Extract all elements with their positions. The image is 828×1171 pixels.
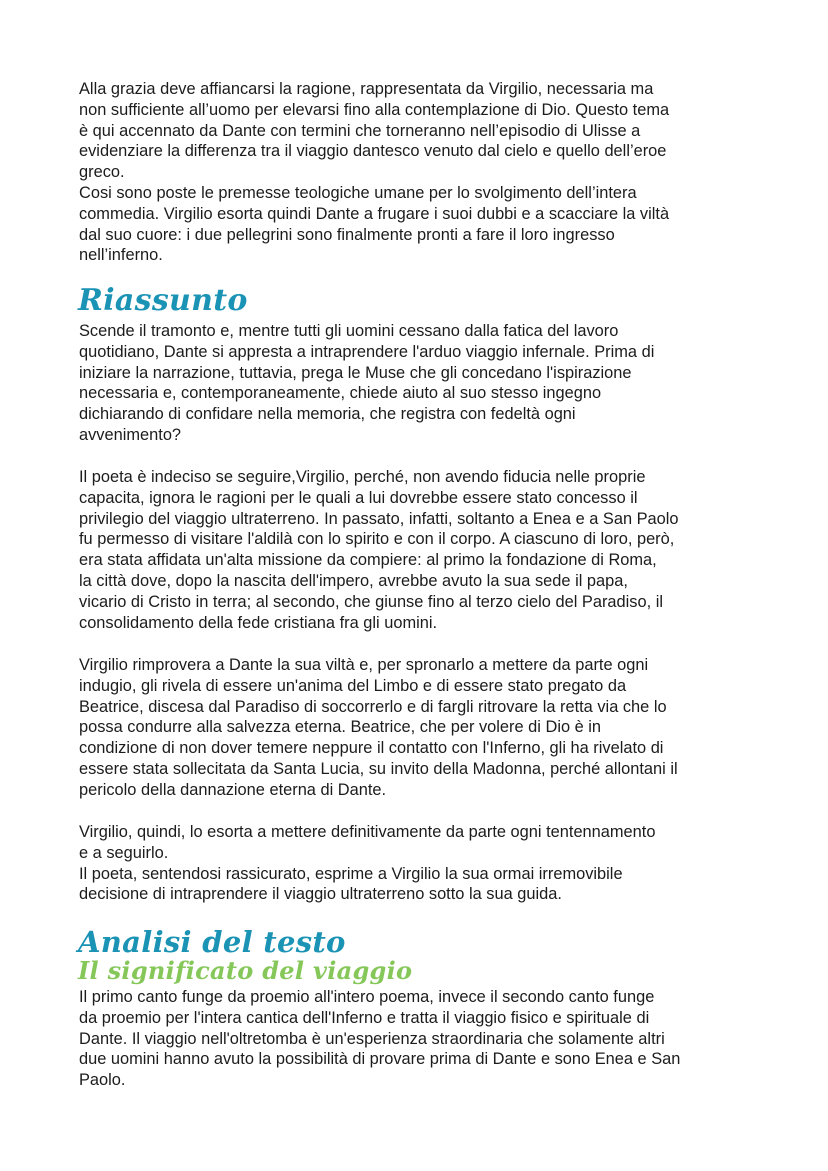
subheading-significato-del-viaggio: Il significato del viaggio (78, 956, 413, 985)
text-line: vicario di Cristo in terra; al secondo, che giunse fino al terzo cielo del Paradiso, il (79, 592, 663, 611)
text-line: è qui accennato da Dante con termini che torneranno nell’episodio di Ulisse a (79, 121, 641, 140)
text-line: avvenimento? (79, 425, 182, 444)
text-line: iniziare la narrazione, tuttavia, prega le Muse che gli concedano l'ispirazione (79, 363, 632, 382)
text-line: capacita, ignora le ragioni per le quali a lui dovrebbe essere stato concesso il (79, 488, 638, 507)
text-line: Il primo canto funge da proemio all'intero poema, invece il secondo canto funge (79, 988, 655, 1006)
text-line: Il poeta, sentendosi rassicurato, esprime a Virgilio la sua ormai irremovibile (79, 864, 623, 883)
text-line: commedia. Virgilio esorta quindi Dante a frugare i suoi dubbi e a scacciare la viltà (79, 204, 670, 223)
text-line: Cosi sono poste le premesse teologiche umane per lo svolgimento dell’intera (79, 183, 637, 202)
text-line: consolidamento della fede cristiana fra gli uomini. (79, 613, 438, 632)
text-line: quotidiano, Dante si appresta a intraprendere l'arduo viaggio infernale. Prima di (79, 342, 655, 361)
riassunto-paragraph-3 (79, 655, 759, 801)
analisi-paragraph (79, 987, 759, 1091)
text-line: nell’inferno. (79, 246, 163, 265)
heading-riassunto: Riassunto (78, 283, 248, 318)
text-line: fu permesso di visitare l'aldilà con lo spirito e con il corpo. A ciascuno di loro, però, (79, 530, 675, 549)
text-line: pericolo della dannazione eterna di Dante. (79, 780, 387, 799)
intro-paragraph (79, 79, 759, 266)
heading-analisi-del-testo: Analisi del testo (78, 925, 346, 959)
text-line: Beatrice, discesa dal Paradiso di soccorrerlo e di fargli ritrovare la retta via che lo (79, 697, 667, 716)
text-line: Virgilio, quindi, lo esorta a mettere definitivamente da parte ogni tentennamento (79, 823, 656, 841)
text-line: condizione di non dover temere neppure il contatto con l'Inferno, gli ha rivelato di (79, 739, 664, 758)
text-line: dichiarando di confidare nella memoria, che registra con fedeltà ogni (79, 405, 576, 424)
text-line: Scende il tramonto e, mentre tutti gli uomini cessano dalla fatica del lavoro (79, 322, 619, 340)
text-line: Virgilio rimprovera a Dante la sua viltà e, per spronarlo a mettere da parte ogni (79, 656, 649, 674)
text-line: necessaria e, contemporaneamente, chiede aiuto al suo stesso ingegno (79, 384, 602, 403)
text-line: da proemio per l'intera cantica dell'Inferno e tratta il viaggio fisico e spirituale di (79, 1008, 650, 1027)
text-line: essere stata sollecitata da Santa Lucia, su invito della Madonna, perché allontani il (79, 759, 678, 778)
text-line: Paolo. (79, 1071, 126, 1090)
text-line: Alla grazia deve affiancarsi la ragione, rappresentata da Virgilio, necessaria ma (79, 80, 654, 98)
text-line: indugio, gli rivela di essere un'anima del Limbo e di essere stato pregato da (79, 676, 627, 695)
text-line: evidenziare la differenza tra il viaggio dantesco venuto dal cielo e quello dell’eroe (79, 142, 667, 161)
text-line: possa condurre alla salvezza eterna. Beatrice, che per volere di Dio è in (79, 718, 602, 737)
text-line: era stata affidata un'alta missione da compiere: al primo la fondazione di Roma, (79, 551, 657, 570)
text-line: dal suo cuore: i due pellegrini sono finalmente pronti a fare il loro ingresso (79, 225, 615, 244)
text-line: due uomini hanno avuto la possibilità di provare prima di Dante e sono Enea e San (79, 1050, 681, 1069)
text-line: Il poeta è indeciso se seguire,Virgilio, perché, non avendo fiducia nelle proprie (79, 468, 646, 486)
text-line: decisione di intraprendere il viaggio ultraterreno sotto la sua guida. (79, 885, 562, 904)
riassunto-paragraph-1 (79, 321, 759, 446)
text-line: la città dove, dopo la nascita dell'impero, avrebbe avuto la sua sede il papa, (79, 571, 628, 590)
text-line: non sufficiente all’uomo per elevarsi fino alla contemplazione di Dio. Questo tema (79, 100, 670, 119)
text-line: greco. (79, 163, 125, 182)
text-line: privilegio del viaggio ultraterreno. In passato, infatti, soltanto a Enea e a San Paolo (79, 509, 679, 528)
text-line: e a seguirlo. (79, 843, 169, 862)
riassunto-paragraph-2 (79, 467, 759, 633)
text-line: Dante. Il viaggio nell'oltretomba è un'esperienza straordinaria che solamente altri (79, 1029, 665, 1048)
riassunto-paragraph-4 (79, 822, 759, 905)
